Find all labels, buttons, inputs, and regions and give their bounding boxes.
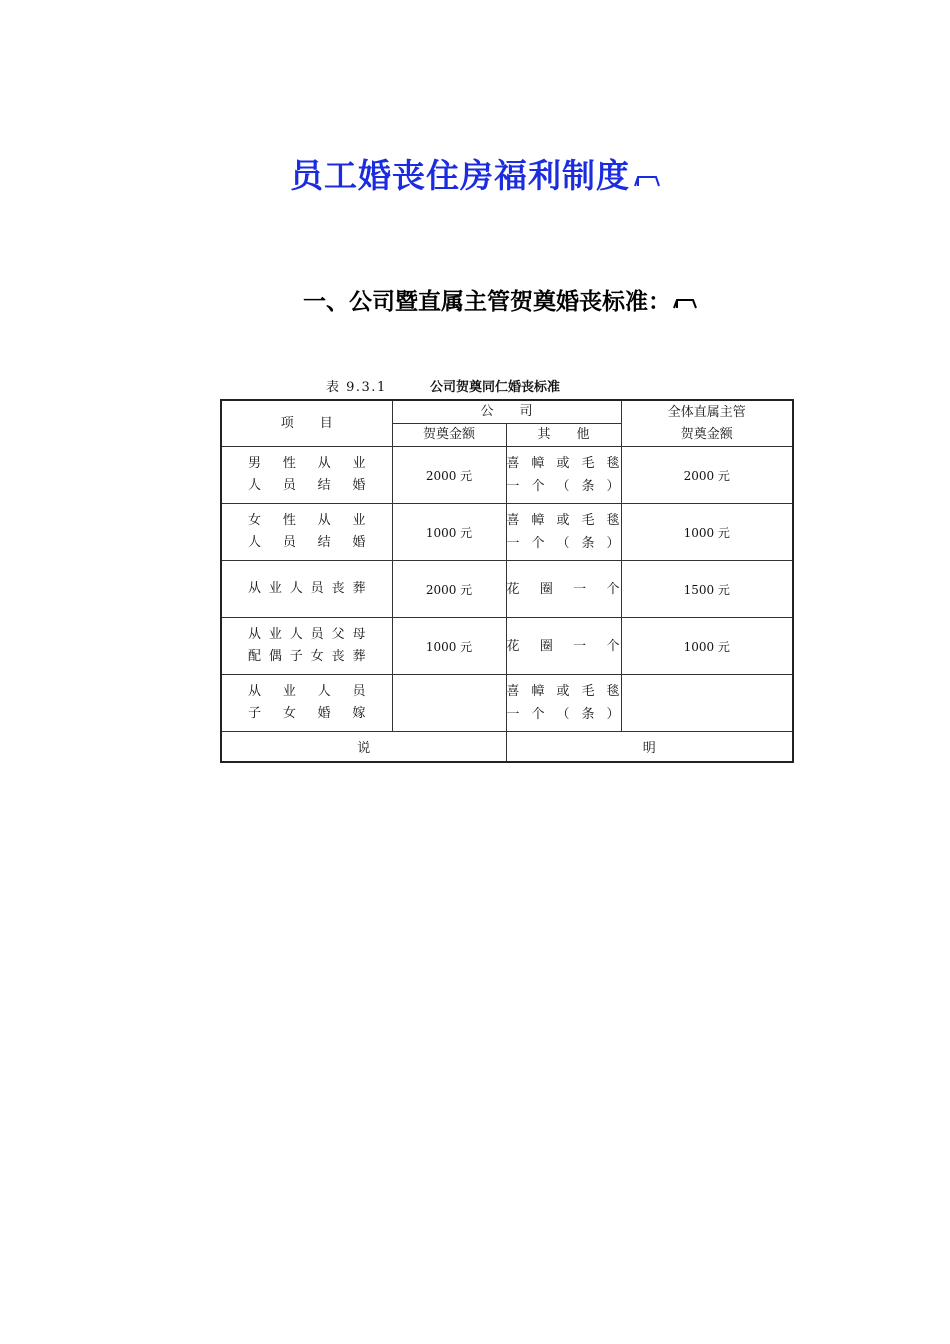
item-cell [221,561,392,618]
other-cell-line: 一 个 （ 条 ） [506,536,620,551]
supervisor-amount-cell [621,675,793,732]
footer-explain-left: 说 [221,732,506,762]
other-cell-line: 喜 幛 或 毛 毯 [506,456,620,471]
table-caption-number: 表 9.3.1 [326,380,387,395]
other-cell-line: 喜 幛 或 毛 毯 [506,513,620,528]
header-supervisor-line1: 全体直属主管 [667,404,746,420]
item-cell-line: 子 女 婚 嫁 [248,706,366,721]
table-row [221,618,793,675]
item-cell-line: 从 业 人 员 丧 葬 [248,581,366,596]
footer-explain-right: 明 [506,732,793,762]
placeholder-mark-icon [634,156,660,195]
item-cell-line: 男 性 从 业 [248,456,366,471]
item-cell-line: 人 员 结 婚 [248,535,366,550]
table-caption-name: 公司贺奠同仁婚丧标准 [430,380,561,395]
item-cell-line: 从 业 人 员 父 母 [248,627,366,642]
other-cell [506,504,621,561]
header-item: 项 目 [221,400,392,447]
other-cell-line: 花 圈 一 个 [506,638,620,654]
other-cell [506,561,621,618]
company-amount-cell [392,675,506,732]
header-supervisor-line2: 贺奠金额 [680,426,733,442]
other-cell-line: 喜 幛 或 毛 毯 [506,684,620,699]
item-cell [221,675,392,732]
title-text: 员工婚丧住房福利制度 [290,156,630,195]
table-row [221,504,793,561]
item-cell [221,618,392,675]
table-row [221,561,793,618]
document-title [0,150,950,197]
header-company-other: 其 他 [506,424,621,447]
company-amount-cell: 2000 元 [392,561,506,618]
item-cell [221,504,392,561]
other-cell-line: 一 个 （ 条 ） [506,479,620,494]
other-cell-line: 一 个 （ 条 ） [506,707,620,722]
standards-table [220,399,794,763]
table-row [221,675,793,732]
other-cell-line: 花 圈 一 个 [506,581,620,597]
company-amount-cell: 1000 元 [392,618,506,675]
supervisor-amount-cell: 1500 元 [621,561,793,618]
other-cell [506,447,621,504]
table-row [221,447,793,504]
section-heading-text: 一、公司暨直属主管贺奠婚丧标准： [303,289,671,315]
header-company: 公 司 [392,400,621,424]
header-company-amount: 贺奠金额 [392,424,506,447]
other-cell [506,675,621,732]
item-cell-line: 女 性 从 业 [248,513,366,528]
section-heading [0,283,950,316]
table-caption [326,376,561,395]
placeholder-mark-icon [673,289,697,315]
supervisor-amount-cell: 1000 元 [621,504,793,561]
item-cell-line: 人 员 结 婚 [248,478,366,493]
company-amount-cell: 1000 元 [392,504,506,561]
supervisor-amount-cell: 2000 元 [621,447,793,504]
other-cell [506,618,621,675]
company-amount-cell: 2000 元 [392,447,506,504]
item-cell [221,447,392,504]
item-cell-line: 配 偶 子 女 丧 葬 [248,649,366,664]
supervisor-amount-cell: 1000 元 [621,618,793,675]
header-supervisor [621,400,793,447]
item-cell-line: 从 业 人 员 [248,684,366,699]
